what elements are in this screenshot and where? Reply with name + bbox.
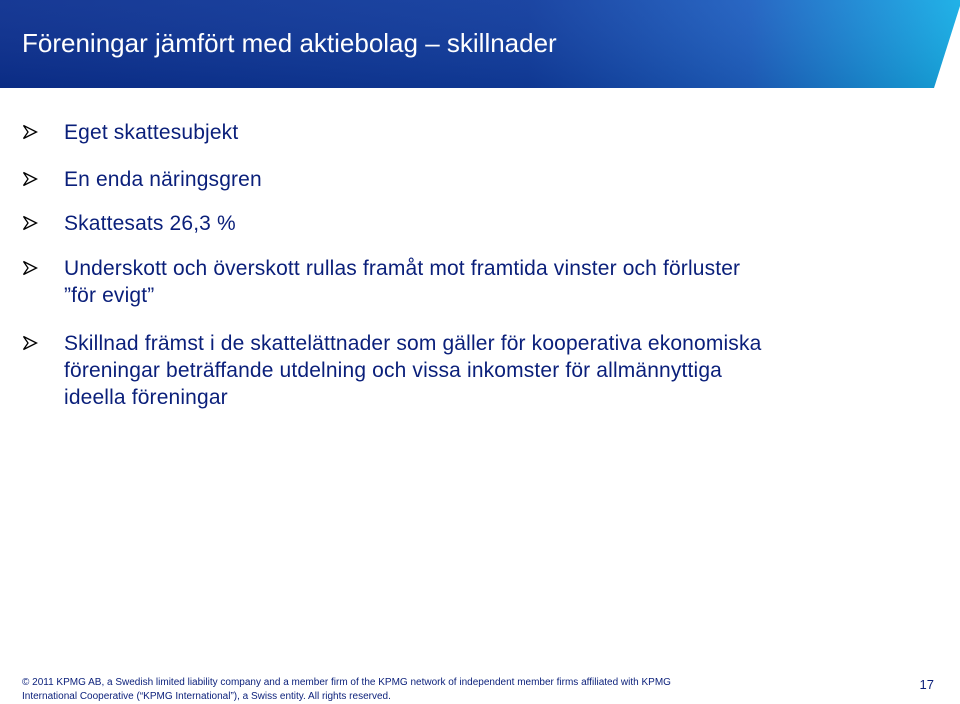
arrowhead-bullet-icon — [22, 124, 38, 140]
bullet-line: Underskott och överskott rullas framåt mot framtida vinster och förluster — [64, 257, 741, 280]
copyright-line: © 2011 KPMG AB, a Swedish limited liability company and a member firm of the KPMG network of independent member firms affiliated with KPMG — [22, 677, 671, 688]
slide-title: Föreningar jämfört med aktiebolag – skillnader — [22, 28, 557, 58]
bullet-line: Eget skattesubjekt — [64, 121, 239, 144]
bullet-text — [64, 255, 922, 309]
bullet-text — [64, 210, 922, 237]
bullet-text — [64, 166, 922, 193]
arrowhead-bullet-icon — [22, 260, 38, 276]
bullet-line: ideella föreningar — [64, 386, 228, 409]
bullet-text — [64, 119, 922, 146]
bullet-line: Skillnad främst i de skattelättnader som gäller för kooperativa ekonomiska — [64, 332, 762, 355]
arrowhead-bullet-icon — [22, 215, 38, 231]
arrowhead-bullet-icon — [22, 171, 38, 187]
bullet-line: föreningar beträffande utdelning och vissa inkomster för allmännyttiga — [64, 359, 722, 382]
arrowhead-bullet-icon — [22, 335, 38, 351]
copyright-notice — [22, 676, 722, 704]
bullet-text — [64, 330, 922, 411]
copyright-line: International Cooperative (“KPMG International”), a Swiss entity. All rights reserved. — [22, 691, 391, 702]
page-number: 17 — [919, 677, 934, 692]
title-bar — [0, 0, 960, 88]
bullet-line: ”för evigt” — [64, 284, 155, 307]
bullet-line: En enda näringsgren — [64, 168, 262, 191]
bullet-line: Skattesats 26,3 % — [64, 212, 236, 235]
